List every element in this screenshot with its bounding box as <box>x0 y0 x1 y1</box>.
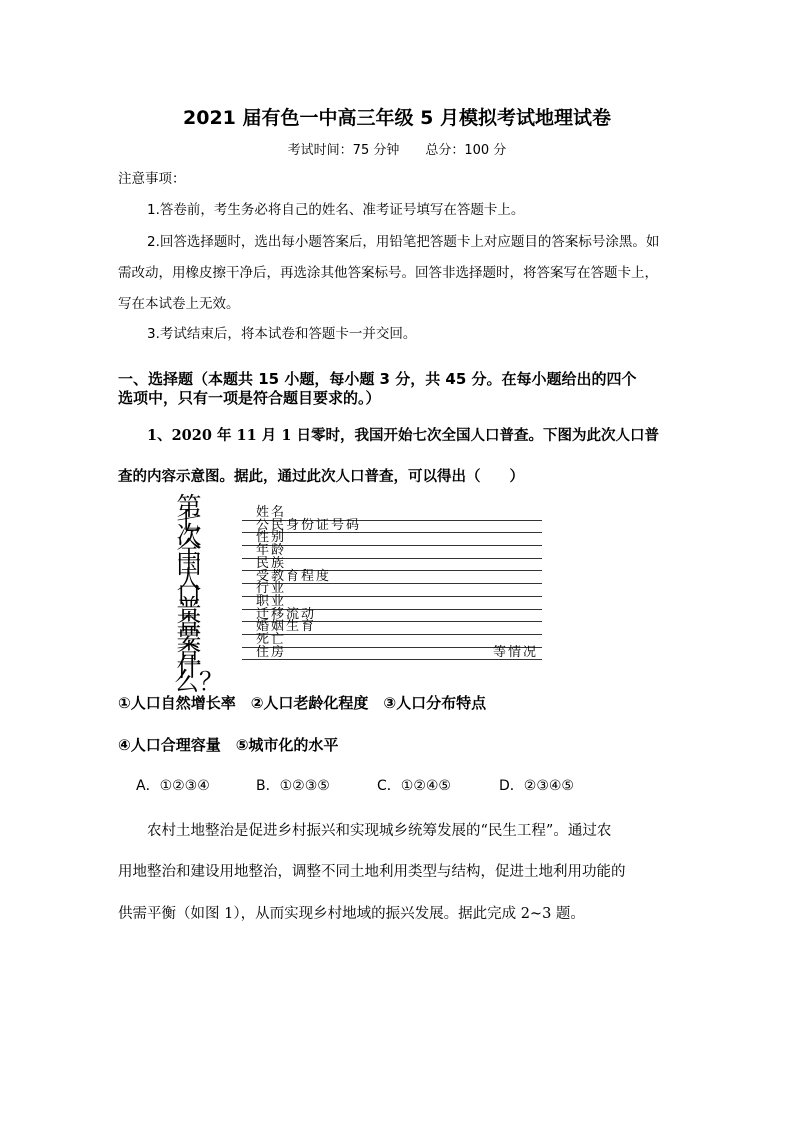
figure-item: 婚姻生育 <box>256 619 317 635</box>
question-1-choices <box>136 775 574 795</box>
figure-item: 民族 <box>256 555 287 571</box>
figure-item-row <box>242 583 542 597</box>
note-item-3: 3.考试结束后，将本试卷和答题卡一并交回。 <box>147 326 417 342</box>
choice-c[interactable]: C．①②④⑤ <box>377 778 451 794</box>
figure-item-row <box>242 568 542 585</box>
passage-line-1: 农村土地整治是促进乡村振兴和实现城乡统筹发展的“民生工程”。通过农 <box>147 823 612 839</box>
note-item-2-line-2: 需改动，用橡皮擦干净后，再选涂其他答案标号。回答非选择题时，将答案写在答题卡上， <box>118 265 658 281</box>
figure-item: 受教育程度 <box>256 568 332 584</box>
question-1-stem-line-1: 1、2020 年 11 月 1 日零时，我国开始七次全国人口普查。下图为此次人口普 <box>147 427 659 444</box>
exam-score: 总分：100 分 <box>425 143 507 158</box>
note-item-1: 1.答卷前，考生务必将自己的姓名、准考证号填写在答题卡上。 <box>147 202 525 218</box>
exam-title: 2021 届有色一中高三年级 5 月模拟考试地理试卷 <box>183 107 611 129</box>
figure-item: 行业 <box>256 581 287 597</box>
figure-item: 性别 <box>256 530 287 546</box>
figure-item: 住房 <box>256 644 287 660</box>
section-heading-line-1: 一、选择题（本题共 15 小题，每小题 3 分，共 45 分。在每小题给出的四个 <box>118 370 637 388</box>
question-1-options-line-1: ①人口自然增长率 ②人口老龄化程度 ③人口分布特点 <box>118 694 487 712</box>
passage-line-3: 供需平衡（如图 1），从而实现乡村地域的振兴发展。据此完成 2~3 题。 <box>118 906 585 922</box>
figure-item-row <box>242 621 542 635</box>
choice-b[interactable]: B．①②③⑤ <box>256 778 330 794</box>
figure-item: 公民身份证号码 <box>256 517 362 533</box>
choice-a[interactable]: A．①②③④ <box>136 778 210 794</box>
exam-meta <box>0 139 794 158</box>
figure-vertical-title: 第七次全国人口普查要查什么？ <box>174 492 225 697</box>
figure-item-row <box>242 545 542 559</box>
choice-d[interactable]: D．②③④⑤ <box>499 778 574 794</box>
figure-item-row <box>242 532 542 546</box>
exam-time: 考试时间：75 分钟 <box>287 143 400 158</box>
figure-item: 迁移流动 <box>256 606 317 622</box>
census-content-figure <box>170 492 545 697</box>
note-item-2-line-1: 2.回答选择题时，选出每小题答案后，用铅笔把答题卡上对应题目的答案标号涂黑。如 <box>147 234 660 250</box>
note-item-2-line-3: 写在本试卷上无效。 <box>118 296 240 312</box>
section-heading-line-2: 选项中，只有一项是符合题目要求的。） <box>118 389 381 407</box>
figure-item: 姓名 <box>256 505 287 520</box>
figure-item: 年龄 <box>256 543 287 559</box>
figure-item-row <box>242 517 542 534</box>
figure-item: 死亡 <box>256 632 287 647</box>
question-1-stem-line-2: 查的内容示意图。据此，通过此次人口普查，可以得出（ ） <box>118 468 524 485</box>
figure-item: 职业 <box>256 593 287 609</box>
question-1-options-line-2: ④人口合理容量 ⑤城市化的水平 <box>118 736 339 754</box>
figure-item-row <box>242 644 542 661</box>
notes-heading: 注意事项： <box>118 171 186 187</box>
figure-end-text: 等情况 <box>492 644 538 660</box>
passage-line-2: 用地整治和建设用地整治，调整不同土地利用类型与结构，促进土地利用功能的 <box>118 864 626 880</box>
